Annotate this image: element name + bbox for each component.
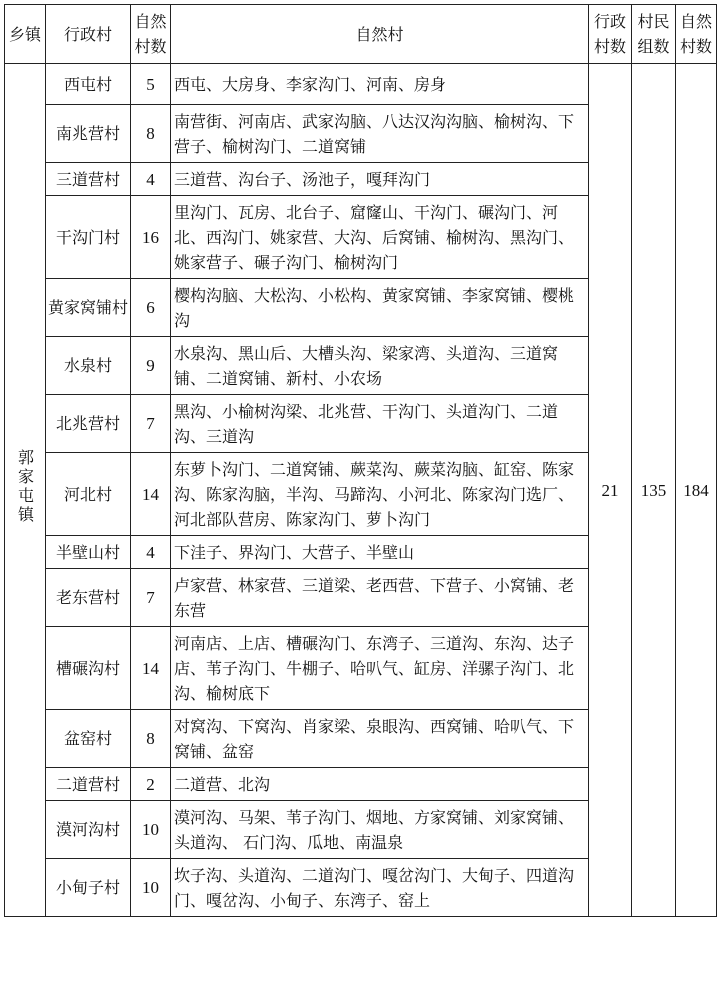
admin-village-cell: 南兆营村 bbox=[46, 105, 131, 163]
natural-village-count-cell: 4 bbox=[131, 163, 171, 196]
natural-villages-cell: 卢家营、林家营、三道梁、老西营、下营子、小窝铺、老东营 bbox=[171, 569, 589, 627]
natural-village-count-cell: 2 bbox=[131, 768, 171, 801]
natural-villages-cell: 三道营、沟台子、汤池子，嘎拜沟门 bbox=[171, 163, 589, 196]
natural-village-count-cell: 4 bbox=[131, 536, 171, 569]
admin-village-cell: 河北村 bbox=[46, 453, 131, 536]
header-admin-village: 行政村 bbox=[46, 5, 131, 64]
natural-village-count-cell: 7 bbox=[131, 395, 171, 453]
natural-village-total-cell: 184 bbox=[676, 64, 717, 917]
village-table bbox=[4, 4, 717, 917]
natural-village-count-cell: 10 bbox=[131, 859, 171, 917]
admin-village-cell: 漠河沟村 bbox=[46, 801, 131, 859]
admin-village-cell: 西屯村 bbox=[46, 64, 131, 105]
admin-village-total-cell: 21 bbox=[589, 64, 632, 917]
natural-village-count-cell: 7 bbox=[131, 569, 171, 627]
natural-villages-cell: 二道营、北沟 bbox=[171, 768, 589, 801]
header-villager-groups: 村民组数 bbox=[632, 5, 676, 64]
natural-villages-cell: 坎子沟、头道沟、二道沟门、嘎岔沟门、大甸子、四道沟门、嘎岔沟、小甸子、东湾子、窑上 bbox=[171, 859, 589, 917]
natural-villages-cell: 河南店、上店、槽碾沟门、东湾子、三道沟、东沟、达子店、苇子沟门、牛棚子、哈叭气、缸房、洋骡子沟门、北沟、榆树底下 bbox=[171, 627, 589, 710]
natural-village-count-cell: 16 bbox=[131, 196, 171, 279]
header-township: 乡镇 bbox=[5, 5, 46, 64]
natural-village-count-cell: 14 bbox=[131, 453, 171, 536]
natural-villages-cell: 西屯、大房身、李家沟门、河南、房身 bbox=[171, 64, 589, 105]
header-natural-villages: 自然村 bbox=[171, 5, 589, 64]
admin-village-cell: 小甸子村 bbox=[46, 859, 131, 917]
natural-villages-cell: 对窝沟、下窝沟、肖家梁、泉眼沟、西窝铺、哈叭气、下窝铺、盆窑 bbox=[171, 710, 589, 768]
natural-village-count-cell: 8 bbox=[131, 710, 171, 768]
natural-villages-cell: 水泉沟、黑山后、大槽头沟、梁家湾、头道沟、三道窝铺、二道窝铺、新村、小农场 bbox=[171, 337, 589, 395]
admin-village-cell: 槽碾沟村 bbox=[46, 627, 131, 710]
admin-village-cell: 干沟门村 bbox=[46, 196, 131, 279]
natural-village-count-cell: 9 bbox=[131, 337, 171, 395]
admin-village-cell: 三道营村 bbox=[46, 163, 131, 196]
natural-villages-cell: 樱构沟脑、大松沟、小松构、黄家窝铺、李家窝铺、樱桃沟 bbox=[171, 279, 589, 337]
natural-villages-cell: 黑沟、小榆树沟梁、北兆营、干沟门、头道沟门、二道沟、三道沟 bbox=[171, 395, 589, 453]
natural-village-count-cell: 10 bbox=[131, 801, 171, 859]
header-natural-village-count: 自然村数 bbox=[131, 5, 171, 64]
natural-villages-cell: 里沟门、瓦房、北台子、窟窿山、干沟门、碾沟门、河北、西沟门、姚家营、大沟、后窝铺、榆树沟、黑沟门、姚家营子、碾子沟门、榆树沟门 bbox=[171, 196, 589, 279]
admin-village-cell: 黄家窝铺村 bbox=[46, 279, 131, 337]
natural-village-count-cell: 14 bbox=[131, 627, 171, 710]
natural-village-count-cell: 5 bbox=[131, 64, 171, 105]
natural-villages-cell: 南营街、河南店、武家沟脑、八达汉沟沟脑、榆树沟、下营子、榆树沟门、二道窝铺 bbox=[171, 105, 589, 163]
header-row bbox=[5, 5, 717, 64]
header-admin-village-count: 行政村数 bbox=[589, 5, 632, 64]
admin-village-cell: 半壁山村 bbox=[46, 536, 131, 569]
township-cell bbox=[5, 64, 46, 917]
natural-villages-cell: 漠河沟、马架、苇子沟门、烟地、方家窝铺、刘家窝铺、头道沟、 石门沟、瓜地、南温泉 bbox=[171, 801, 589, 859]
admin-village-cell: 老东营村 bbox=[46, 569, 131, 627]
natural-villages-cell: 东萝卜沟门、二道窝铺、蕨菜沟、蕨菜沟脑、缸窑、陈家沟、陈家沟脑，半沟、马蹄沟、小河北、陈家沟门选厂、河北部队营房、陈家沟门、萝卜沟门 bbox=[171, 453, 589, 536]
admin-village-cell: 水泉村 bbox=[46, 337, 131, 395]
natural-village-count-cell: 8 bbox=[131, 105, 171, 163]
natural-villages-cell: 下洼子、界沟门、大营子、半壁山 bbox=[171, 536, 589, 569]
township-name: 郭家屯镇 bbox=[15, 448, 35, 525]
admin-village-cell: 北兆营村 bbox=[46, 395, 131, 453]
villager-groups-total-cell: 135 bbox=[632, 64, 676, 917]
admin-village-cell: 盆窑村 bbox=[46, 710, 131, 768]
natural-village-count-cell: 6 bbox=[131, 279, 171, 337]
table-row bbox=[5, 64, 717, 105]
header-natural-village-total: 自然村数 bbox=[676, 5, 717, 64]
admin-village-cell: 二道营村 bbox=[46, 768, 131, 801]
